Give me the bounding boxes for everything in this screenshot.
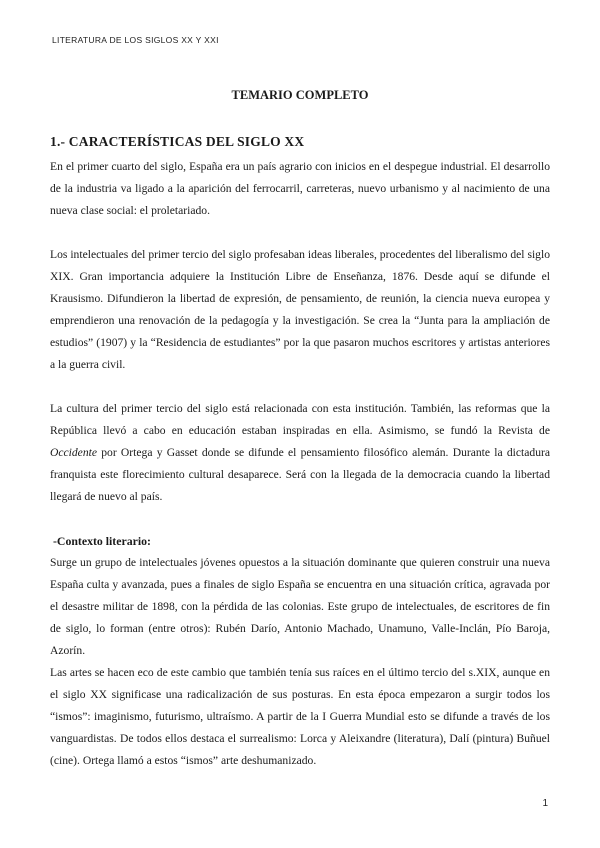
running-header: LITERATURA DE LOS SIGLOS XX Y XXI — [52, 35, 219, 45]
paragraph-arts: Las artes se hacen eco de este cambio que también tenía sus raíces en el último tercio del s.XIX, aunque en el siglo XX significase una radicalización de sus posturas. En esta época empezaron a surgir todos los “ismos”: imaginismo, futurismo, ultraísmo. A partir de la I Guerra Mundial esto se difunde a través de los vanguardistas. De todos ellos destaca el surrealismo: Lorca y Aleixandre (literatura), Dalí (pintura) Buñuel (cine). Ortega llamó a estos “ismos” arte deshumanizado. — [50, 666, 550, 767]
magazine-title: Occidente — [50, 446, 97, 459]
page-number: 1 — [542, 798, 548, 809]
paragraph-culture-text-1: La cultura del primer tercio del siglo está relacionada con esta institución. También, las reformas que la República llevó a cabo en educación estaban inspiradas en ella. Asimismo, se fundó la Revista de — [50, 402, 550, 437]
paragraph-context: Surge un grupo de intelectuales jóvenes opuestos a la situación dominante que quieren construir una nueva España culta y avanzada, pues a finales de siglo España se encuentra en una situación crítica, agravada por el desastre militar de 1898, con la pérdida de las colonias. Este grupo de intelectuales, de escritores de fin de siglo, lo forman (entre otros): Rubén Darío, Antonio Machado, Unamuno, Valle-Inclán, Pío Baroja, Azorín. — [50, 556, 550, 657]
paragraph-culture — [50, 398, 550, 508]
paragraph-culture-text-2: por Ortega y Gasset donde se difunde el pensamiento filosófico alemán. Durante la dictadura franquista este florecimiento cultural desaparece. Será con la llegada de la democracia cuando la libertad llegará de nuevo al país. — [50, 446, 550, 503]
document-title: TEMARIO COMPLETO — [231, 88, 369, 102]
paragraph-intellectuals: Los intelectuales del primer tercio del siglo profesaban ideas liberales, procedentes del liberalismo del siglo XIX. Gran importancia adquiere la Institución Libre de Enseñanza, 1876. Desde aquí se difunde el Krausismo. Difundieron la libertad de expresión, de pensamiento, de reunión, la ciencia nueva europea y emprendieron una renovación de la pedagogía y la investigación. Se crea la “Junta para la ampliación de estudios” (1907) y la “Residencia de estudiantes” por la que pasaron muchos escritores y artistas anteriores a la guerra civil. — [50, 248, 550, 371]
subsection-heading: -Contexto literario: — [53, 534, 151, 548]
paragraph-economy: En el primer cuarto del siglo, España era un país agrario con inicios en el despegue industrial. El desarrollo de la industria va ligado a la aparición del ferrocarril, carreteras, nuevo urbanismo y al nacimiento de una nueva clase social: el proletariado. — [50, 160, 550, 217]
document-body — [50, 134, 550, 772]
section-heading: 1.- CARACTERÍSTICAS DEL SIGLO XX — [50, 134, 305, 149]
